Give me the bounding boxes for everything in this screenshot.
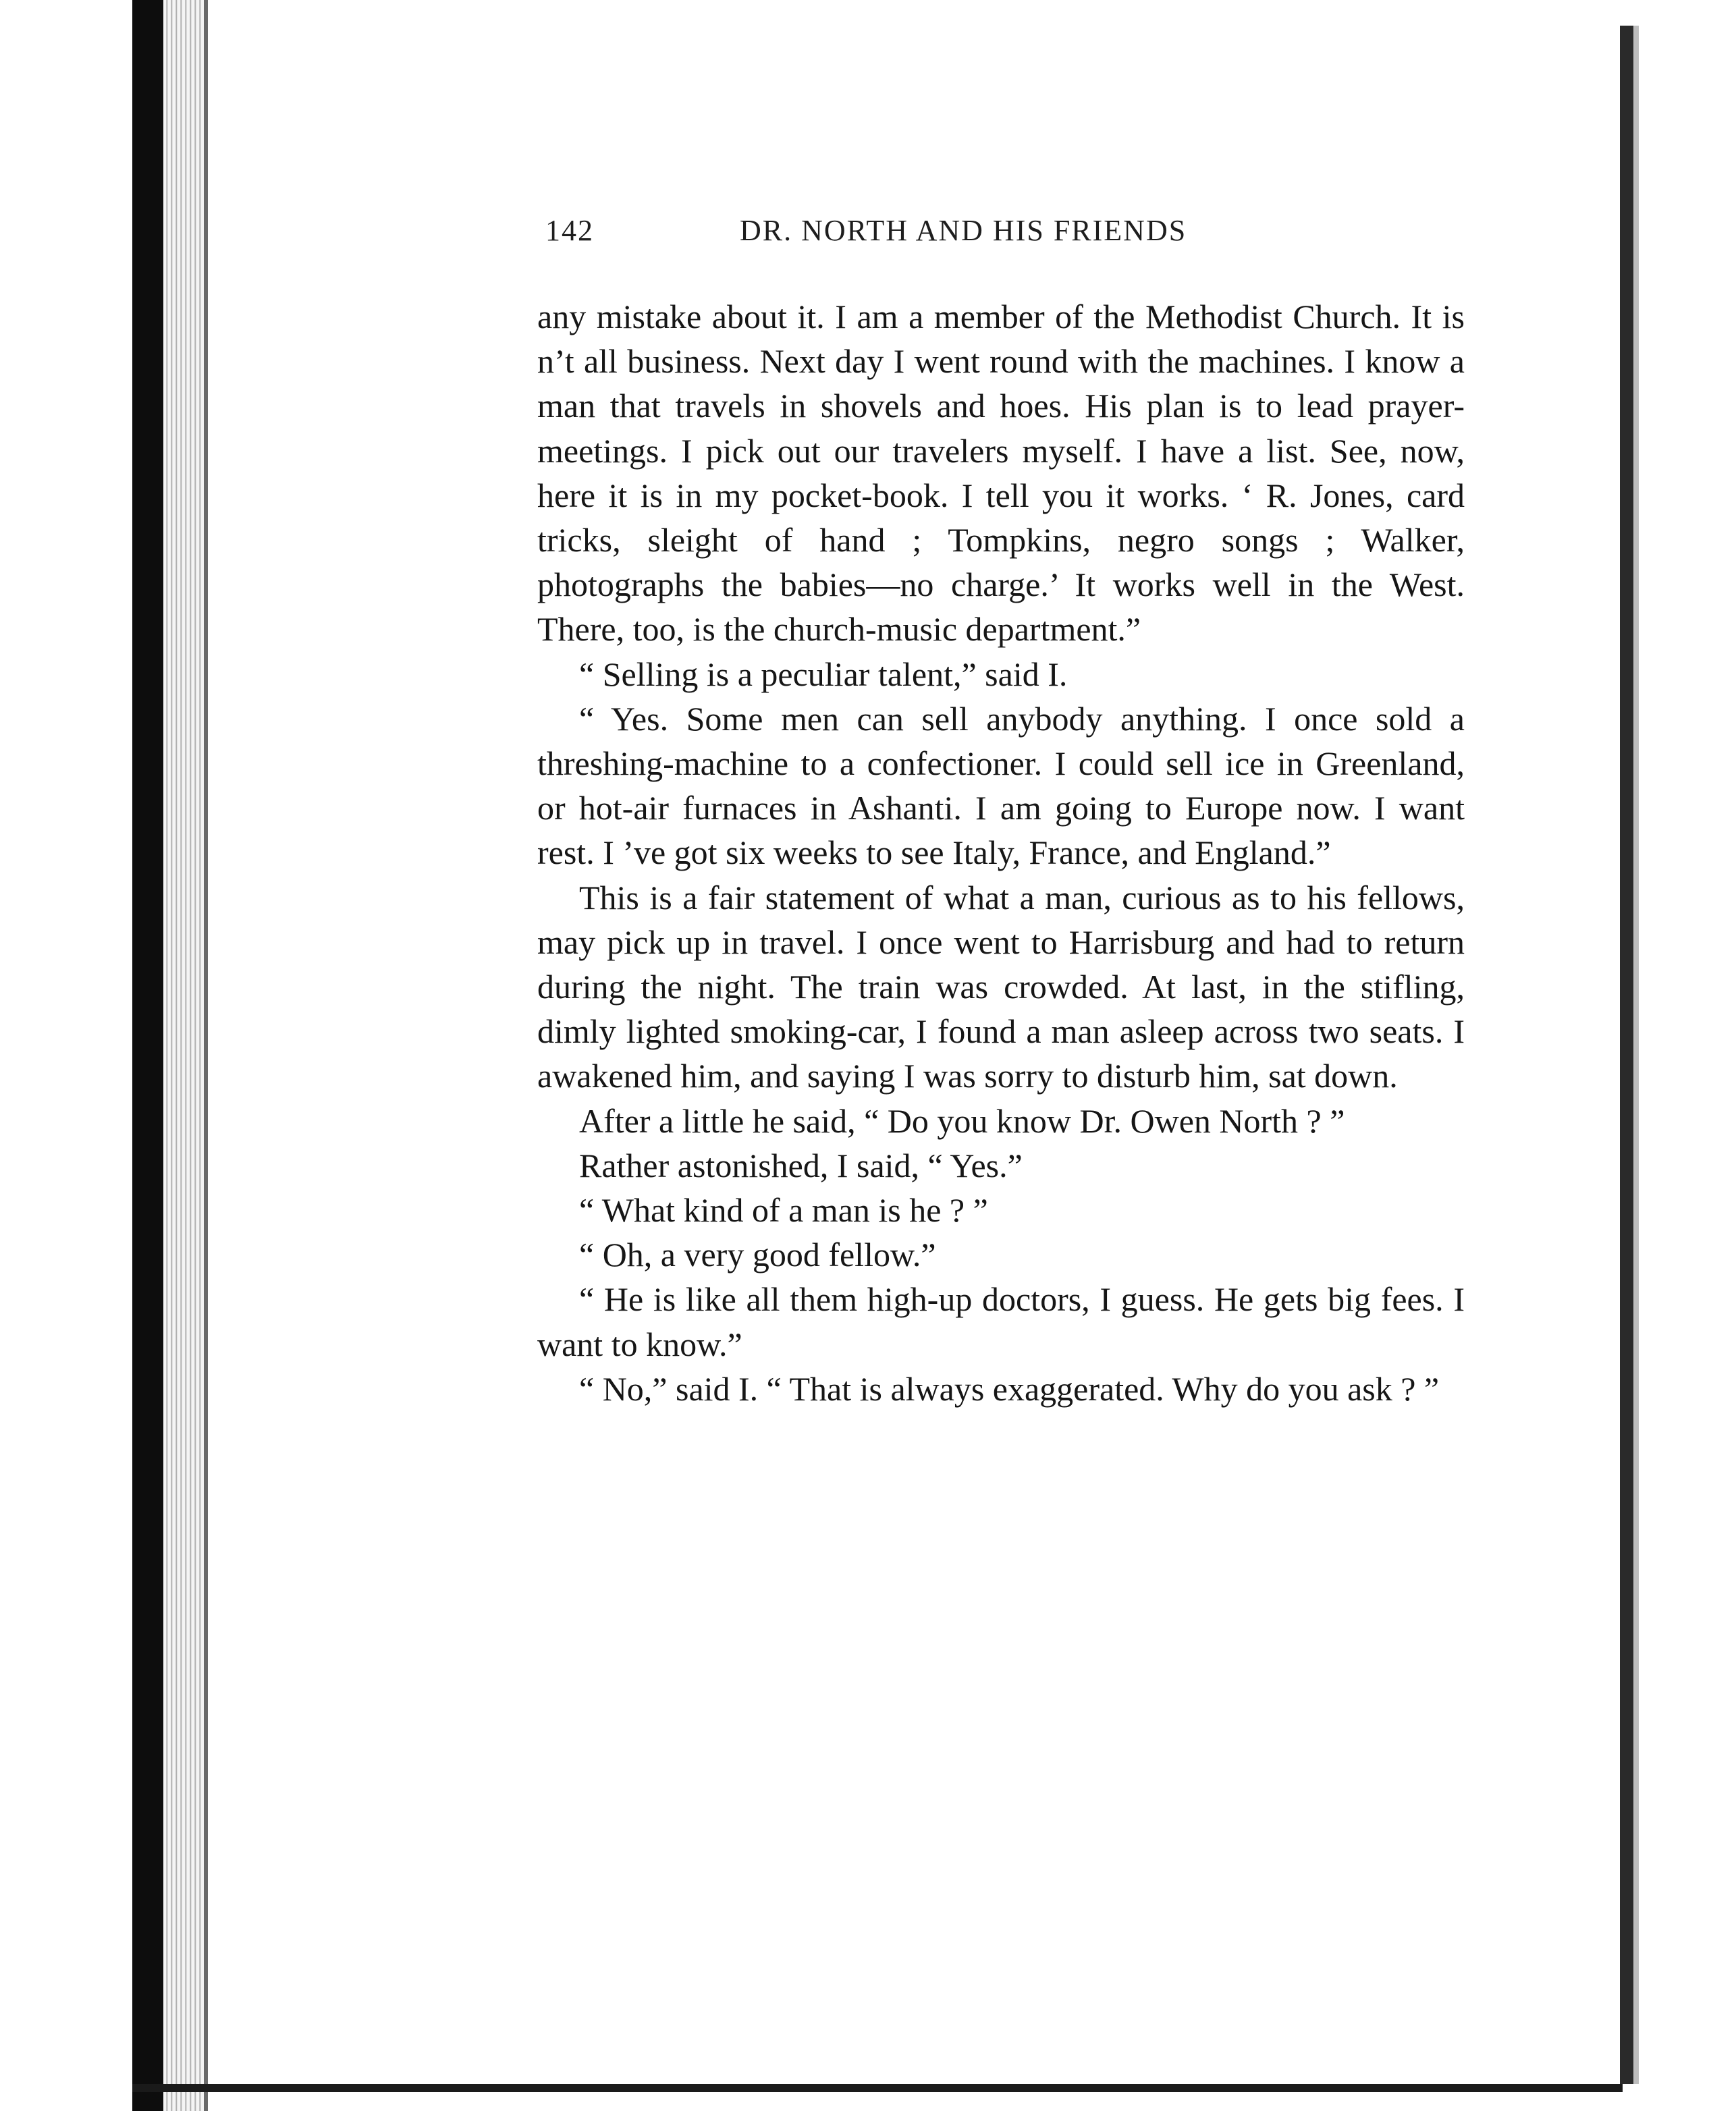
paragraph: “ No,” said I. “ That is always exaggerated. Why do you ask ? ” <box>579 1369 1440 1408</box>
running-title: DR. NORTH AND HIS FRIENDS <box>740 214 1187 247</box>
page-edge-line <box>204 0 208 2111</box>
bottom-page-edge <box>132 2084 1623 2092</box>
page-edges <box>163 0 204 2111</box>
paragraph: “ What kind of a man is he ? ” <box>579 1191 988 1230</box>
page-number: 142 <box>545 214 594 247</box>
running-head <box>545 213 1282 254</box>
paragraph: After a little he said, “ Do you know Dr. Owen North ? ” <box>579 1101 1345 1140</box>
book-spine-shadow <box>132 0 163 2111</box>
paragraph: any mistake about it. I am a member of the Methodist Church. It is n’t all business. Next day I went round with the machines. I know a man that travels in shovels and hoes. His plan is to lead prayer-meetings. I pick out our travelers myself. I have a list. See, now, here it is in my pocket-book. I tell you it works. ‘ R. Jones, card tricks, sleight of hand ; Tompkins, negro songs ; Walker, photographs the babies—no charge.’ It works well in the West. There, too, is the church-music department.” <box>537 298 1465 649</box>
right-binding-shade <box>1633 26 1639 2084</box>
paragraph: Rather astonished, I said, “ Yes.” <box>579 1146 1023 1184</box>
paragraph: “ Oh, a very good fellow.” <box>579 1236 936 1274</box>
body-text <box>537 294 1465 1411</box>
paragraph: “ Yes. Some men can sell anybody anything. I once sold a threshing-machine to a confectioner. I could sell ice in Greenland, or hot-air furnaces in Ashanti. I am going to Europe now. I want rest. I ’ve got six weeks to see Italy, France, and England.” <box>537 699 1465 872</box>
right-binding-edge <box>1620 26 1633 2084</box>
paragraph: This is a fair statement of what a man, curious as to his fellows, may pick up in travel. I once went to Harrisburg and had to return during the night. The train was crowded. At last, in the stifling, dimly lighted smoking-car, I found a man asleep across two seats. I awakened him, and saying I was sorry to disturb him, sat down. <box>537 878 1465 1095</box>
paragraph: “ He is like all them high-up doctors, I guess. He gets big fees. I want to know.” <box>537 1280 1465 1363</box>
paragraph: “ Selling is a peculiar talent,” said I. <box>579 655 1068 693</box>
